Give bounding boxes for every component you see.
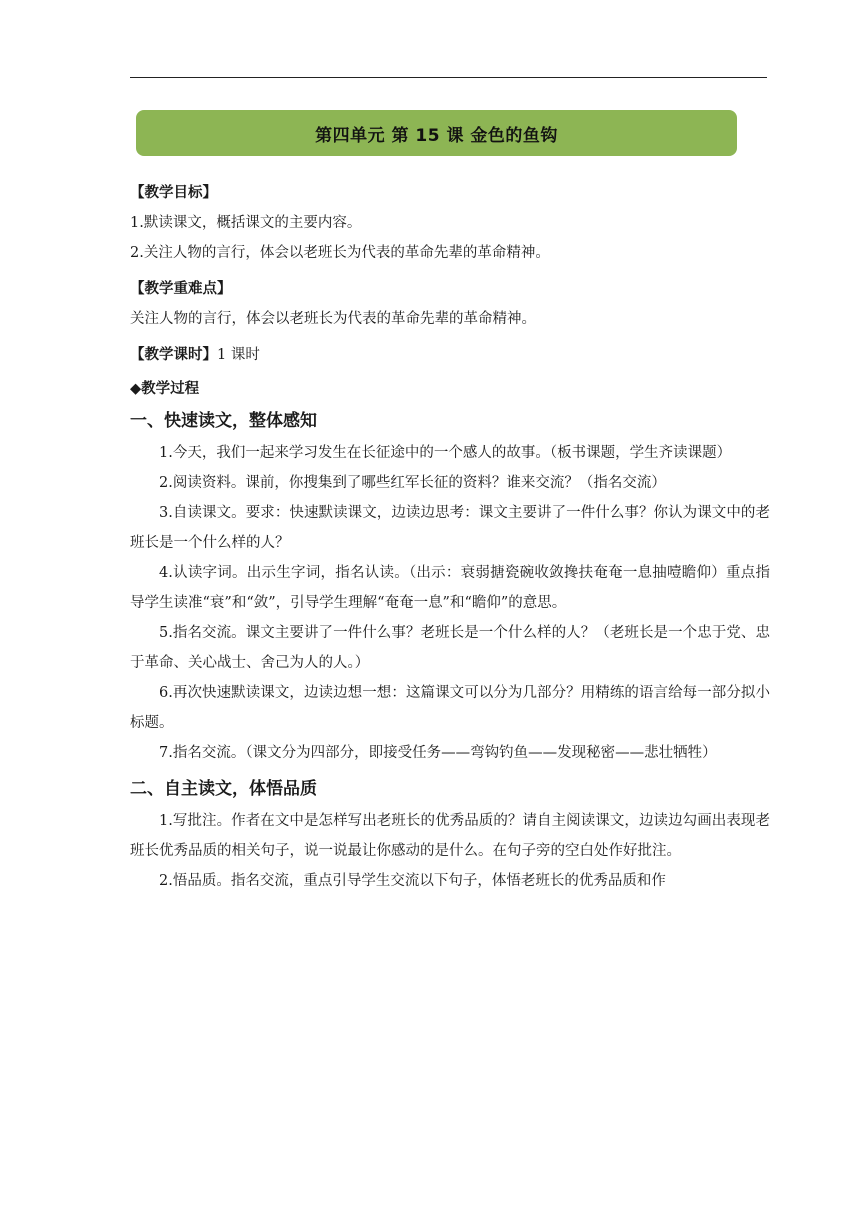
section1-paragraph: 2.阅读资料。课前，你搜集到了哪些红军长征的资料？谁来交流？（指名交流）	[159, 475, 666, 491]
objective-item: 2.关注人物的言行，体会以老班长为代表的革命先辈的革命精神。	[130, 245, 550, 261]
section2-heading: 二、自主读文，体悟品质	[130, 779, 317, 799]
section1-heading: 一、快速读文，整体感知	[130, 411, 317, 431]
header-rule	[130, 77, 767, 78]
section2-paragraph: 2.悟品质。指名交流，重点引导学生交流以下句子，体悟老班长的优秀品质和作	[159, 873, 666, 889]
key-points-text: 关注人物的言行，体会以老班长为代表的革命先辈的革命精神。	[130, 311, 536, 327]
hours-value: 1 课时	[217, 347, 260, 363]
section1-paragraph: 3.自读课文。要求：快速默读课文，边读边思考：课文主要讲了一件什么事？你认为课文中的老班长是一个什么样的人？	[130, 505, 770, 551]
lesson-title: 第四单元 第 15 课 金色的鱼钩	[315, 125, 558, 146]
hours-line	[130, 340, 770, 370]
section1-paragraph: 5.指名交流。课文主要讲了一件什么事？老班长是一个什么样的人？（老班长是一个忠于党、忠于革命、关心战士、舍己为人的人。）	[130, 625, 770, 671]
section1-paragraph: 4.认读字词。出示生字词，指名认读。（出示：衰弱搪瓷碗收敛搀扶奄奄一息抽噎瞻仰）重点指导学生读准“衰”和“敛”，引导学生理解“奄奄一息”和“瞻仰”的意思。	[130, 565, 770, 611]
lesson-title-banner	[136, 110, 737, 156]
key-points-heading: 【教学重难点】	[130, 281, 232, 297]
process-heading: ◆教学过程	[130, 381, 200, 397]
document-body	[130, 178, 770, 896]
section1-paragraph: 1.今天，我们一起来学习发生在长征途中的一个感人的故事。（板书课题，学生齐读课题）	[159, 445, 732, 461]
section1-paragraph: 7.指名交流。（课文分为四部分，即接受任务——弯钩钓鱼——发现秘密——悲壮牺牲）	[159, 745, 717, 761]
objectives-heading: 【教学目标】	[130, 185, 217, 201]
hours-heading: 【教学课时】	[130, 347, 217, 363]
objective-item: 1.默读课文，概括课文的主要内容。	[130, 215, 362, 231]
section1-paragraph: 6.再次快速默读课文，边读边想一想：这篇课文可以分为几部分？用精练的语言给每一部分拟小标题。	[130, 685, 770, 731]
section2-paragraph: 1.写批注。作者在文中是怎样写出老班长的优秀品质的？请自主阅读课文，边读边勾画出表现老班长优秀品质的相关句子，说一说最让你感动的是什么。在句子旁的空白处作好批注。	[130, 813, 770, 859]
